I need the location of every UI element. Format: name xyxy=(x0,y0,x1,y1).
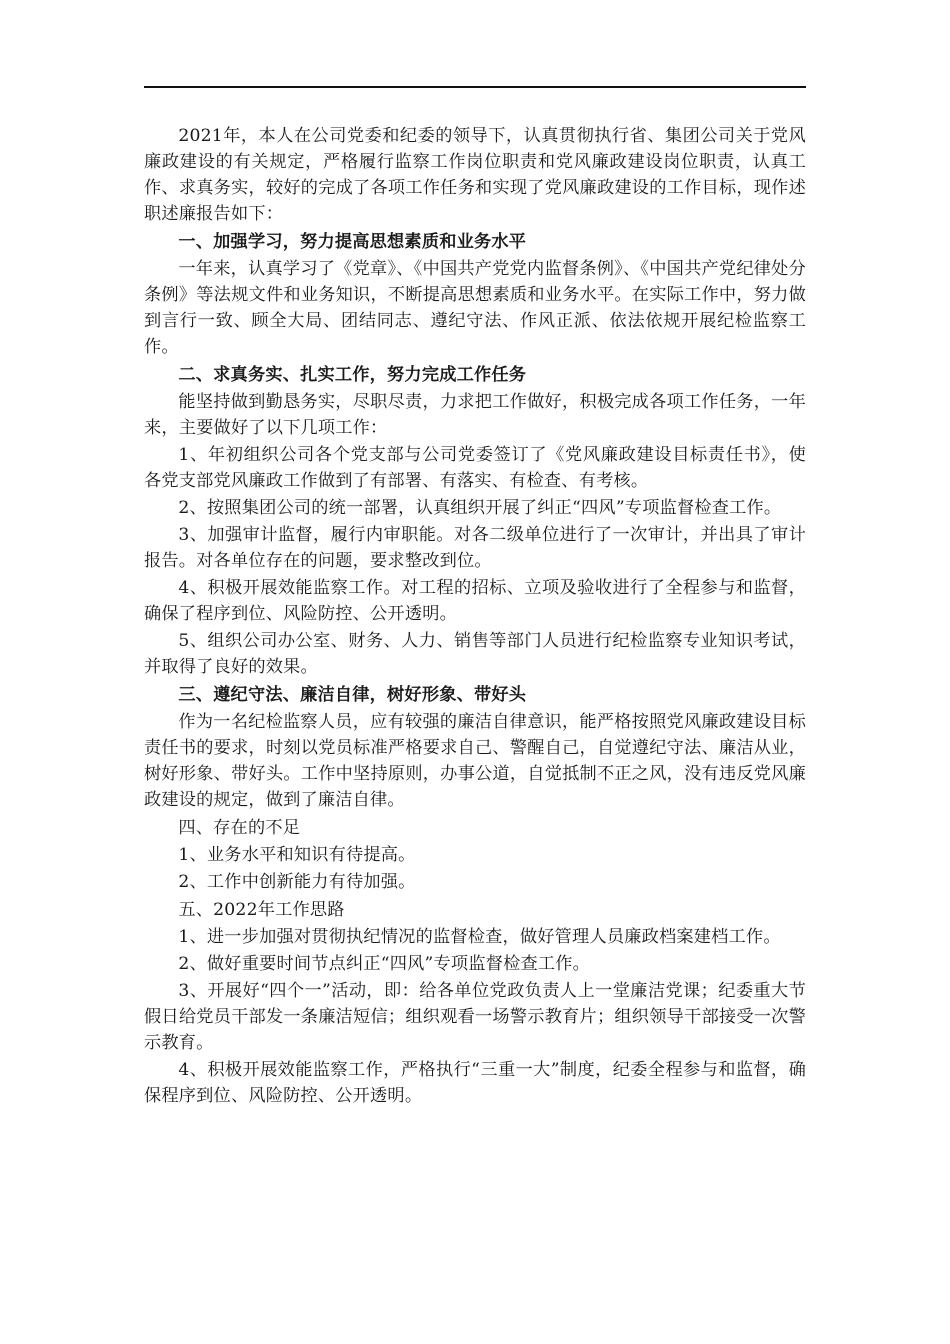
section-5-heading: 五、2022年工作思路 xyxy=(178,900,345,920)
section-3-body: 作为一名纪检监察人员，应有较强的廉洁自律意识，能严格按照党风廉政建设目标责任书的要求，时刻以党员标准严格要求自己、警醒自己，自觉遵纪守法、廉洁从业，树好形象、带好头。工作中坚持原则，办事公道，自觉抵制不正之风，没有违反党风廉政建设的规定，做到了廉洁自律。 xyxy=(144,712,806,810)
section-4-item: 2、工作中创新能力有待加强。 xyxy=(178,872,416,892)
section-5-item: 3、开展好“四个一”活动，即：给各单位党政负责人上一堂廉洁党课；纪委重大节假日给党员干部发一条廉洁短信；组织观看一场警示教育片；组织领导干部接受一次警示教育。 xyxy=(144,981,806,1053)
section-2-item: 3、加强审计监督，履行内审职能。对各二级单位进行了一次审计，并出具了审计报告。对各单位存在的问题，要求整改到位。 xyxy=(144,525,806,571)
intro-paragraph: 2021年，本人在公司党委和纪委的领导下，认真贯彻执行省、集团公司关于党风廉政建设的有关规定，严格履行监察工作岗位职责和党风廉政建设岗位职责，认真工作、求真务实，较好的完成了各项工作任务和实现了党风廉政建设的工作目标，现作述职述廉报告如下： xyxy=(144,126,806,224)
section-1-body: 一年来，认真学习了《党章》、《中国共产党党内监督条例》、《中国共产党纪律处分条例》等法规文件和业务知识，不断提高思想素质和业务水平。在实际工作中，努力做到言行一致、顾全大局、团结同志、遵纪守法、作风正派、依法依规开展纪检监察工作。 xyxy=(144,259,806,357)
section-5-item: 1、进一步加强对贯彻执纪情况的监督检查，做好管理人员廉政档案建档工作。 xyxy=(178,927,781,947)
section-4-item: 1、业务水平和知识有待提高。 xyxy=(178,845,416,865)
header-rule xyxy=(144,86,806,88)
section-1-heading: 一、加强学习，努力提高思想素质和业务水平 xyxy=(178,232,527,252)
section-2-heading: 二、求真务实、扎实工作，努力完成工作任务 xyxy=(178,365,527,385)
section-2-item: 1、年初组织公司各个党支部与公司党委签订了《党风廉政建设目标责任书》，使各党支部党风廉政工作做到了有部署、有落实、有检查、有考核。 xyxy=(144,445,806,491)
section-2-body: 能坚持做到勤恳务实，尽职尽责，力求把工作做好，积极完成各项工作任务，一年来，主要做好了以下几项工作： xyxy=(144,392,806,438)
section-2-item: 5、组织公司办公室、财务、人力、销售等部门人员进行纪检监察专业知识考试，并取得了良好的效果。 xyxy=(144,631,806,677)
section-3-heading: 三、遵纪守法、廉洁自律，树好形象、带好头 xyxy=(178,685,527,705)
section-5-item: 4、积极开展效能监察工作，严格执行“三重一大”制度，纪委全程参与和监督，确保程序到位、风险防控、公开透明。 xyxy=(144,1060,806,1106)
section-2-item: 4、积极开展效能监察工作。对工程的招标、立项及验收进行了全程参与和监督，确保了程序到位、风险防控、公开透明。 xyxy=(144,578,806,624)
section-4-heading: 四、存在的不足 xyxy=(178,818,301,838)
section-5-item: 2、做好重要时间节点纠正“四风”专项监督检查工作。 xyxy=(178,954,591,974)
document-body xyxy=(144,123,806,1109)
section-2-item: 2、按照集团公司的统一部署，认真组织开展了纠正“四风”专项监督检查工作。 xyxy=(178,498,782,518)
